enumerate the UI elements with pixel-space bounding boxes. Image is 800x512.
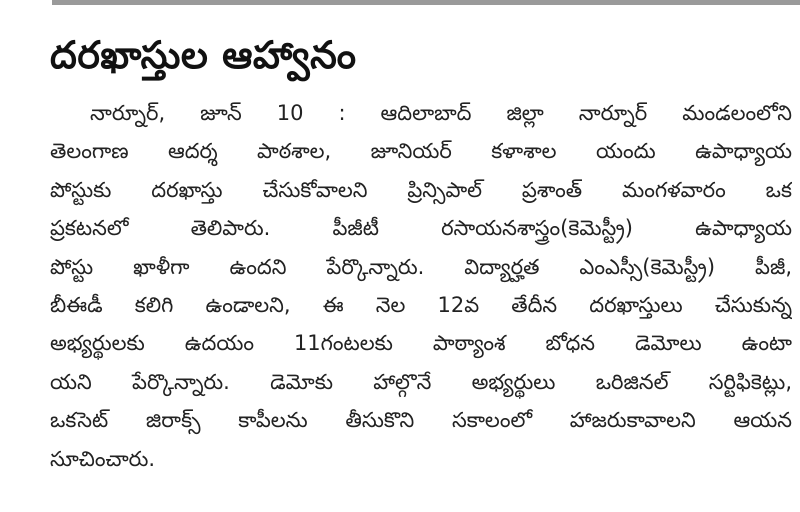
body-line: అభ్యర్థులకు ఉదయం 11గంటలకు పాఠ్యాంశ బోధన డెమోలు ఉంటా	[50, 331, 792, 356]
body-line: బీఈడీ కలిగి ఉండాలని, ఈ నెల 12వ తేదీన దరఖాస్తులు చేసుకున్న	[50, 292, 792, 317]
body-line: ఒకసెట్ జిరాక్స్ కాపీలను తీసుకొని సకాలంలో హాజరుకావాలని ఆయన	[50, 408, 792, 433]
body-line: ప్రకటనలో తెలిపారు. పీజీటీ రసాయనశాస్త్రం(కెమెస్ట్రీ) ఉపాధ్యాయ	[50, 216, 792, 241]
top-divider-bar	[52, 0, 800, 5]
article-body	[50, 94, 792, 478]
body-line: పోస్టుకు దరఖాస్తు చేసుకోవాలని ప్రిన్సిపాల్ ప్రశాంత్ మంగళవారం ఒక	[50, 177, 792, 202]
news-clipping	[50, 30, 792, 508]
article-headline: దరఖాస్తుల ఆహ్వానం	[50, 33, 357, 77]
body-line: పోస్టు ఖాళీగా ఉందని పేర్కొన్నారు. విద్యార్హత ఎంఎస్సీ(కెమెస్ట్రీ) పీజీ,	[50, 254, 792, 279]
body-line: యని పేర్కొన్నారు. డెమోకు హాల్గొనే అభ్యర్థులు ఒరిజినల్ సర్టిఫికెట్లు,	[50, 369, 792, 394]
body-line: తెలంగాణ ఆదర్శ పాఠశాల, జూనియర్ కళాశాల యందు ఉపాధ్యాయ	[50, 139, 792, 164]
body-line: నార్నూర్, జూన్ 10 : ఆదిలాబాద్ జిల్లా నార్నూర్ మండలంలోని	[90, 101, 792, 125]
body-line: సూచించారు.	[50, 446, 156, 471]
